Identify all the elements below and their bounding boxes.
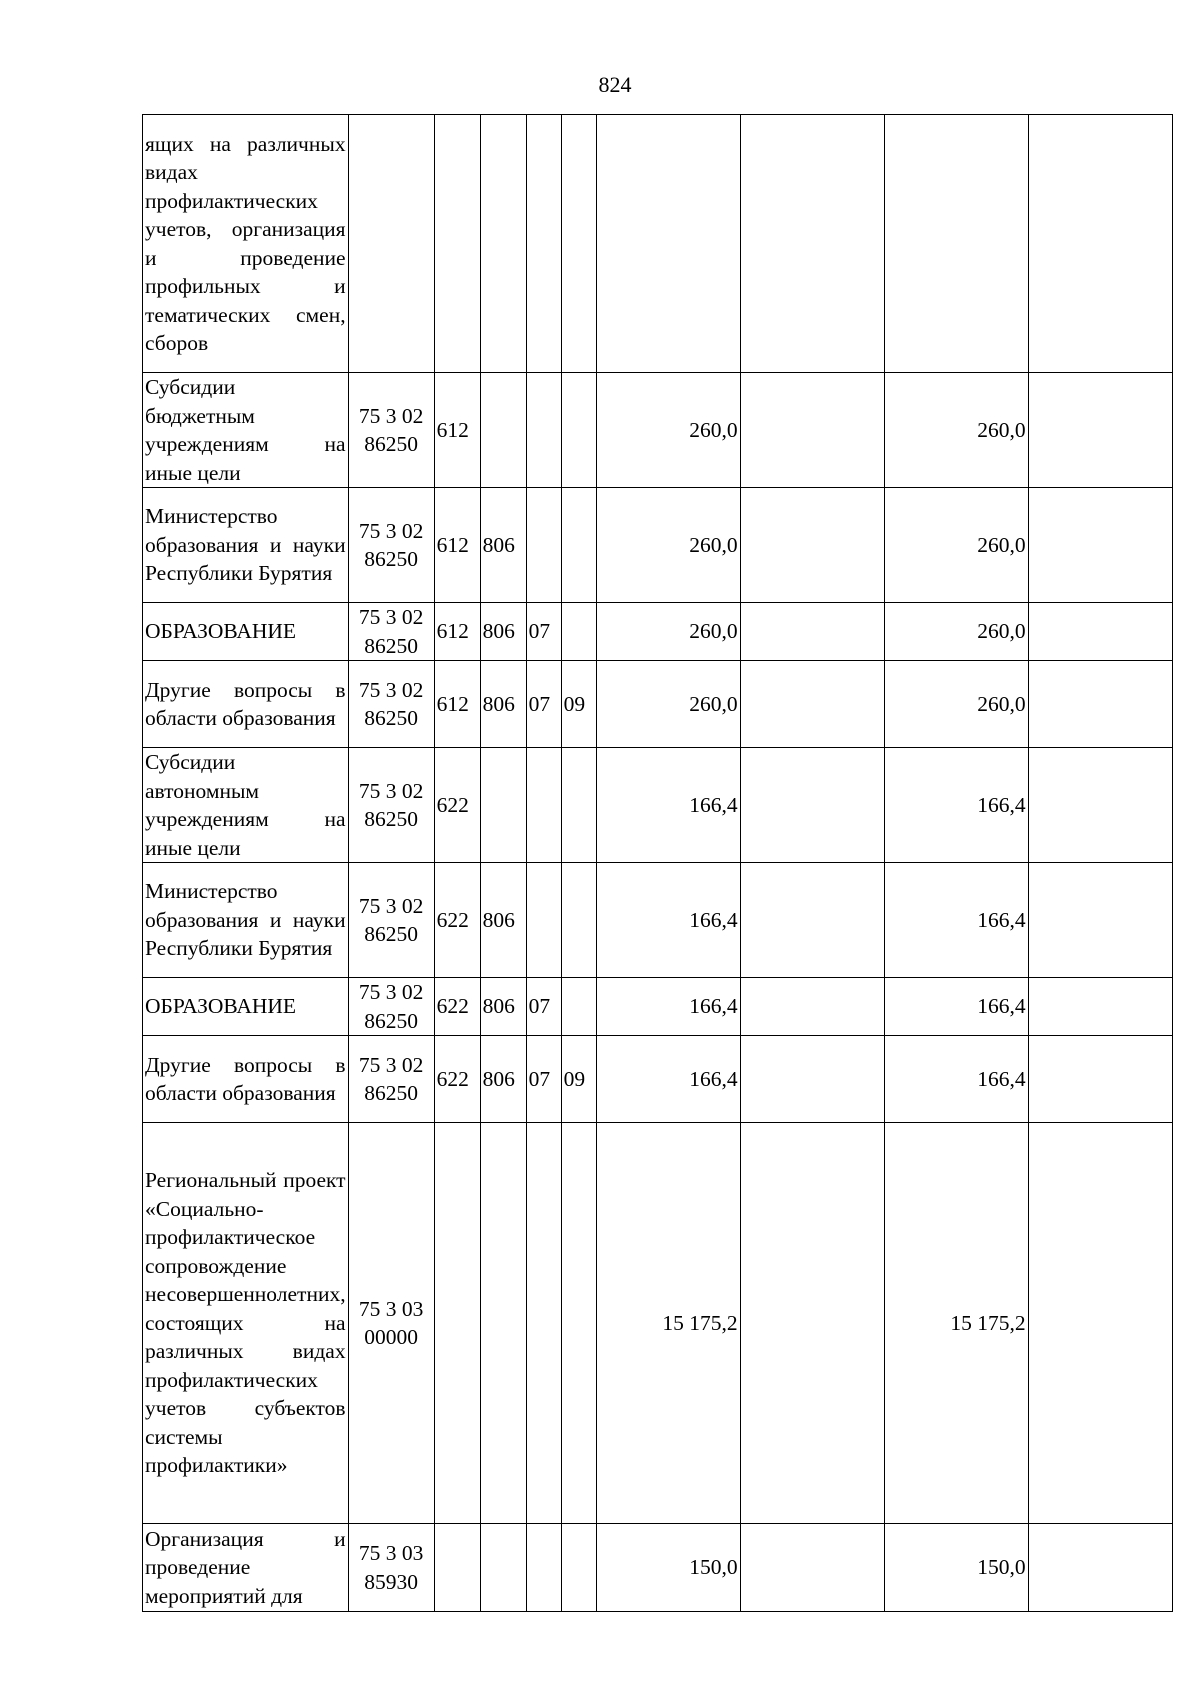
cell-rz: 07 xyxy=(526,978,561,1036)
cell-sum-1: 15 175,2 xyxy=(596,1123,740,1524)
cell-sum-3: 150,0 xyxy=(884,1524,1028,1612)
cell-sum-3 xyxy=(884,115,1028,373)
cell-name: ОБРАЗОВАНИЕ xyxy=(143,978,349,1036)
cell-sum-2 xyxy=(740,863,884,978)
cell-vr xyxy=(434,1123,480,1524)
cell-pr xyxy=(561,863,596,978)
cell-pr xyxy=(561,373,596,488)
cell-sum-1: 260,0 xyxy=(596,373,740,488)
cell-rz: 07 xyxy=(526,1036,561,1123)
cell-sum-4 xyxy=(1028,1524,1172,1612)
cell-sum-1: 260,0 xyxy=(596,488,740,603)
cell-name: Организация и проведение мероприятий для xyxy=(143,1524,349,1612)
cell-sum-3: 166,4 xyxy=(884,978,1028,1036)
cell-grbs: 806 xyxy=(480,863,526,978)
cell-grbs xyxy=(480,1123,526,1524)
cell-name: Субсидии бюджетным учреждениям на иные цели xyxy=(143,373,349,488)
cell-sum-3: 166,4 xyxy=(884,863,1028,978)
table-row xyxy=(143,603,1173,661)
cell-grbs xyxy=(480,115,526,373)
cell-rz xyxy=(526,488,561,603)
cell-sum-3: 260,0 xyxy=(884,603,1028,661)
cell-sum-3: 260,0 xyxy=(884,373,1028,488)
cell-pr xyxy=(561,748,596,863)
cell-sum-1: 166,4 xyxy=(596,863,740,978)
cell-sum-2 xyxy=(740,603,884,661)
cell-rz xyxy=(526,748,561,863)
cell-sum-4 xyxy=(1028,1123,1172,1524)
cell-sum-1 xyxy=(596,115,740,373)
cell-sum-4 xyxy=(1028,488,1172,603)
cell-csr: 75 3 02 86250 xyxy=(348,748,434,863)
cell-rz xyxy=(526,115,561,373)
cell-sum-2 xyxy=(740,748,884,863)
cell-pr xyxy=(561,488,596,603)
cell-csr xyxy=(348,115,434,373)
cell-name: Субсидии автономным учреждениям на иные цели xyxy=(143,748,349,863)
table-row xyxy=(143,1524,1173,1612)
cell-name: Другие вопросы в области образования xyxy=(143,1036,349,1123)
cell-grbs: 806 xyxy=(480,661,526,748)
cell-sum-3: 166,4 xyxy=(884,748,1028,863)
table-row xyxy=(143,1036,1173,1123)
cell-pr: 09 xyxy=(561,1036,596,1123)
cell-name: Другие вопросы в области образования xyxy=(143,661,349,748)
cell-grbs: 806 xyxy=(480,1036,526,1123)
cell-csr: 75 3 02 86250 xyxy=(348,488,434,603)
cell-name: Министерство образования и науки Республики Бурятия xyxy=(143,863,349,978)
cell-pr: 09 xyxy=(561,661,596,748)
cell-sum-3: 260,0 xyxy=(884,661,1028,748)
cell-rz xyxy=(526,863,561,978)
cell-vr: 612 xyxy=(434,373,480,488)
cell-vr: 622 xyxy=(434,978,480,1036)
cell-sum-2 xyxy=(740,978,884,1036)
cell-sum-1: 260,0 xyxy=(596,603,740,661)
cell-sum-4 xyxy=(1028,115,1172,373)
table-row xyxy=(143,488,1173,603)
cell-grbs xyxy=(480,373,526,488)
cell-vr xyxy=(434,1524,480,1612)
cell-csr: 75 3 02 86250 xyxy=(348,978,434,1036)
table-row xyxy=(143,978,1173,1036)
cell-csr: 75 3 03 00000 xyxy=(348,1123,434,1524)
cell-csr: 75 3 02 86250 xyxy=(348,863,434,978)
cell-name: ОБРАЗОВАНИЕ xyxy=(143,603,349,661)
table-row xyxy=(143,1123,1173,1524)
cell-vr: 622 xyxy=(434,863,480,978)
cell-name: ящих на различных видах профилактических учетов, организация и проведение профильных и тематических смен, сборов xyxy=(143,115,349,373)
cell-sum-1: 150,0 xyxy=(596,1524,740,1612)
cell-sum-1: 260,0 xyxy=(596,661,740,748)
cell-sum-2 xyxy=(740,1036,884,1123)
cell-sum-3: 15 175,2 xyxy=(884,1123,1028,1524)
table-row xyxy=(143,863,1173,978)
cell-csr: 75 3 03 85930 xyxy=(348,1524,434,1612)
cell-rz xyxy=(526,1524,561,1612)
cell-name: Министерство образования и науки Республики Бурятия xyxy=(143,488,349,603)
cell-sum-2 xyxy=(740,488,884,603)
cell-pr xyxy=(561,1123,596,1524)
cell-sum-4 xyxy=(1028,978,1172,1036)
cell-sum-3: 260,0 xyxy=(884,488,1028,603)
cell-vr: 612 xyxy=(434,661,480,748)
cell-csr: 75 3 02 86250 xyxy=(348,1036,434,1123)
table-row xyxy=(143,661,1173,748)
cell-vr: 612 xyxy=(434,488,480,603)
cell-sum-1: 166,4 xyxy=(596,1036,740,1123)
cell-sum-3: 166,4 xyxy=(884,1036,1028,1123)
cell-pr xyxy=(561,603,596,661)
cell-csr: 75 3 02 86250 xyxy=(348,661,434,748)
cell-grbs: 806 xyxy=(480,603,526,661)
table-row xyxy=(143,115,1173,373)
cell-csr: 75 3 02 86250 xyxy=(348,603,434,661)
cell-sum-2 xyxy=(740,373,884,488)
cell-rz xyxy=(526,373,561,488)
cell-pr xyxy=(561,978,596,1036)
cell-grbs xyxy=(480,1524,526,1612)
cell-vr xyxy=(434,115,480,373)
cell-vr: 612 xyxy=(434,603,480,661)
cell-sum-2 xyxy=(740,661,884,748)
cell-sum-4 xyxy=(1028,373,1172,488)
cell-sum-1: 166,4 xyxy=(596,978,740,1036)
table-row xyxy=(143,373,1173,488)
page-number: 824 xyxy=(598,72,632,97)
cell-sum-4 xyxy=(1028,748,1172,863)
cell-sum-2 xyxy=(740,115,884,373)
cell-grbs: 806 xyxy=(480,978,526,1036)
cell-sum-4 xyxy=(1028,661,1172,748)
cell-sum-4 xyxy=(1028,863,1172,978)
cell-rz: 07 xyxy=(526,603,561,661)
table-row xyxy=(143,748,1173,863)
cell-pr xyxy=(561,115,596,373)
cell-sum-4 xyxy=(1028,1036,1172,1123)
cell-sum-2 xyxy=(740,1524,884,1612)
cell-sum-1: 166,4 xyxy=(596,748,740,863)
cell-grbs: 806 xyxy=(480,488,526,603)
cell-vr: 622 xyxy=(434,748,480,863)
cell-rz: 07 xyxy=(526,661,561,748)
cell-grbs xyxy=(480,748,526,863)
cell-name: Региональный проект «Социально-профилактическое сопровождение несовершеннолетних, состоящих на различных видах профилактических учетов субъектов системы профилактики» xyxy=(143,1123,349,1524)
cell-csr: 75 3 02 86250 xyxy=(348,373,434,488)
cell-sum-2 xyxy=(740,1123,884,1524)
cell-pr xyxy=(561,1524,596,1612)
cell-sum-4 xyxy=(1028,603,1172,661)
cell-rz xyxy=(526,1123,561,1524)
cell-vr: 622 xyxy=(434,1036,480,1123)
budget-table xyxy=(142,114,1173,1612)
